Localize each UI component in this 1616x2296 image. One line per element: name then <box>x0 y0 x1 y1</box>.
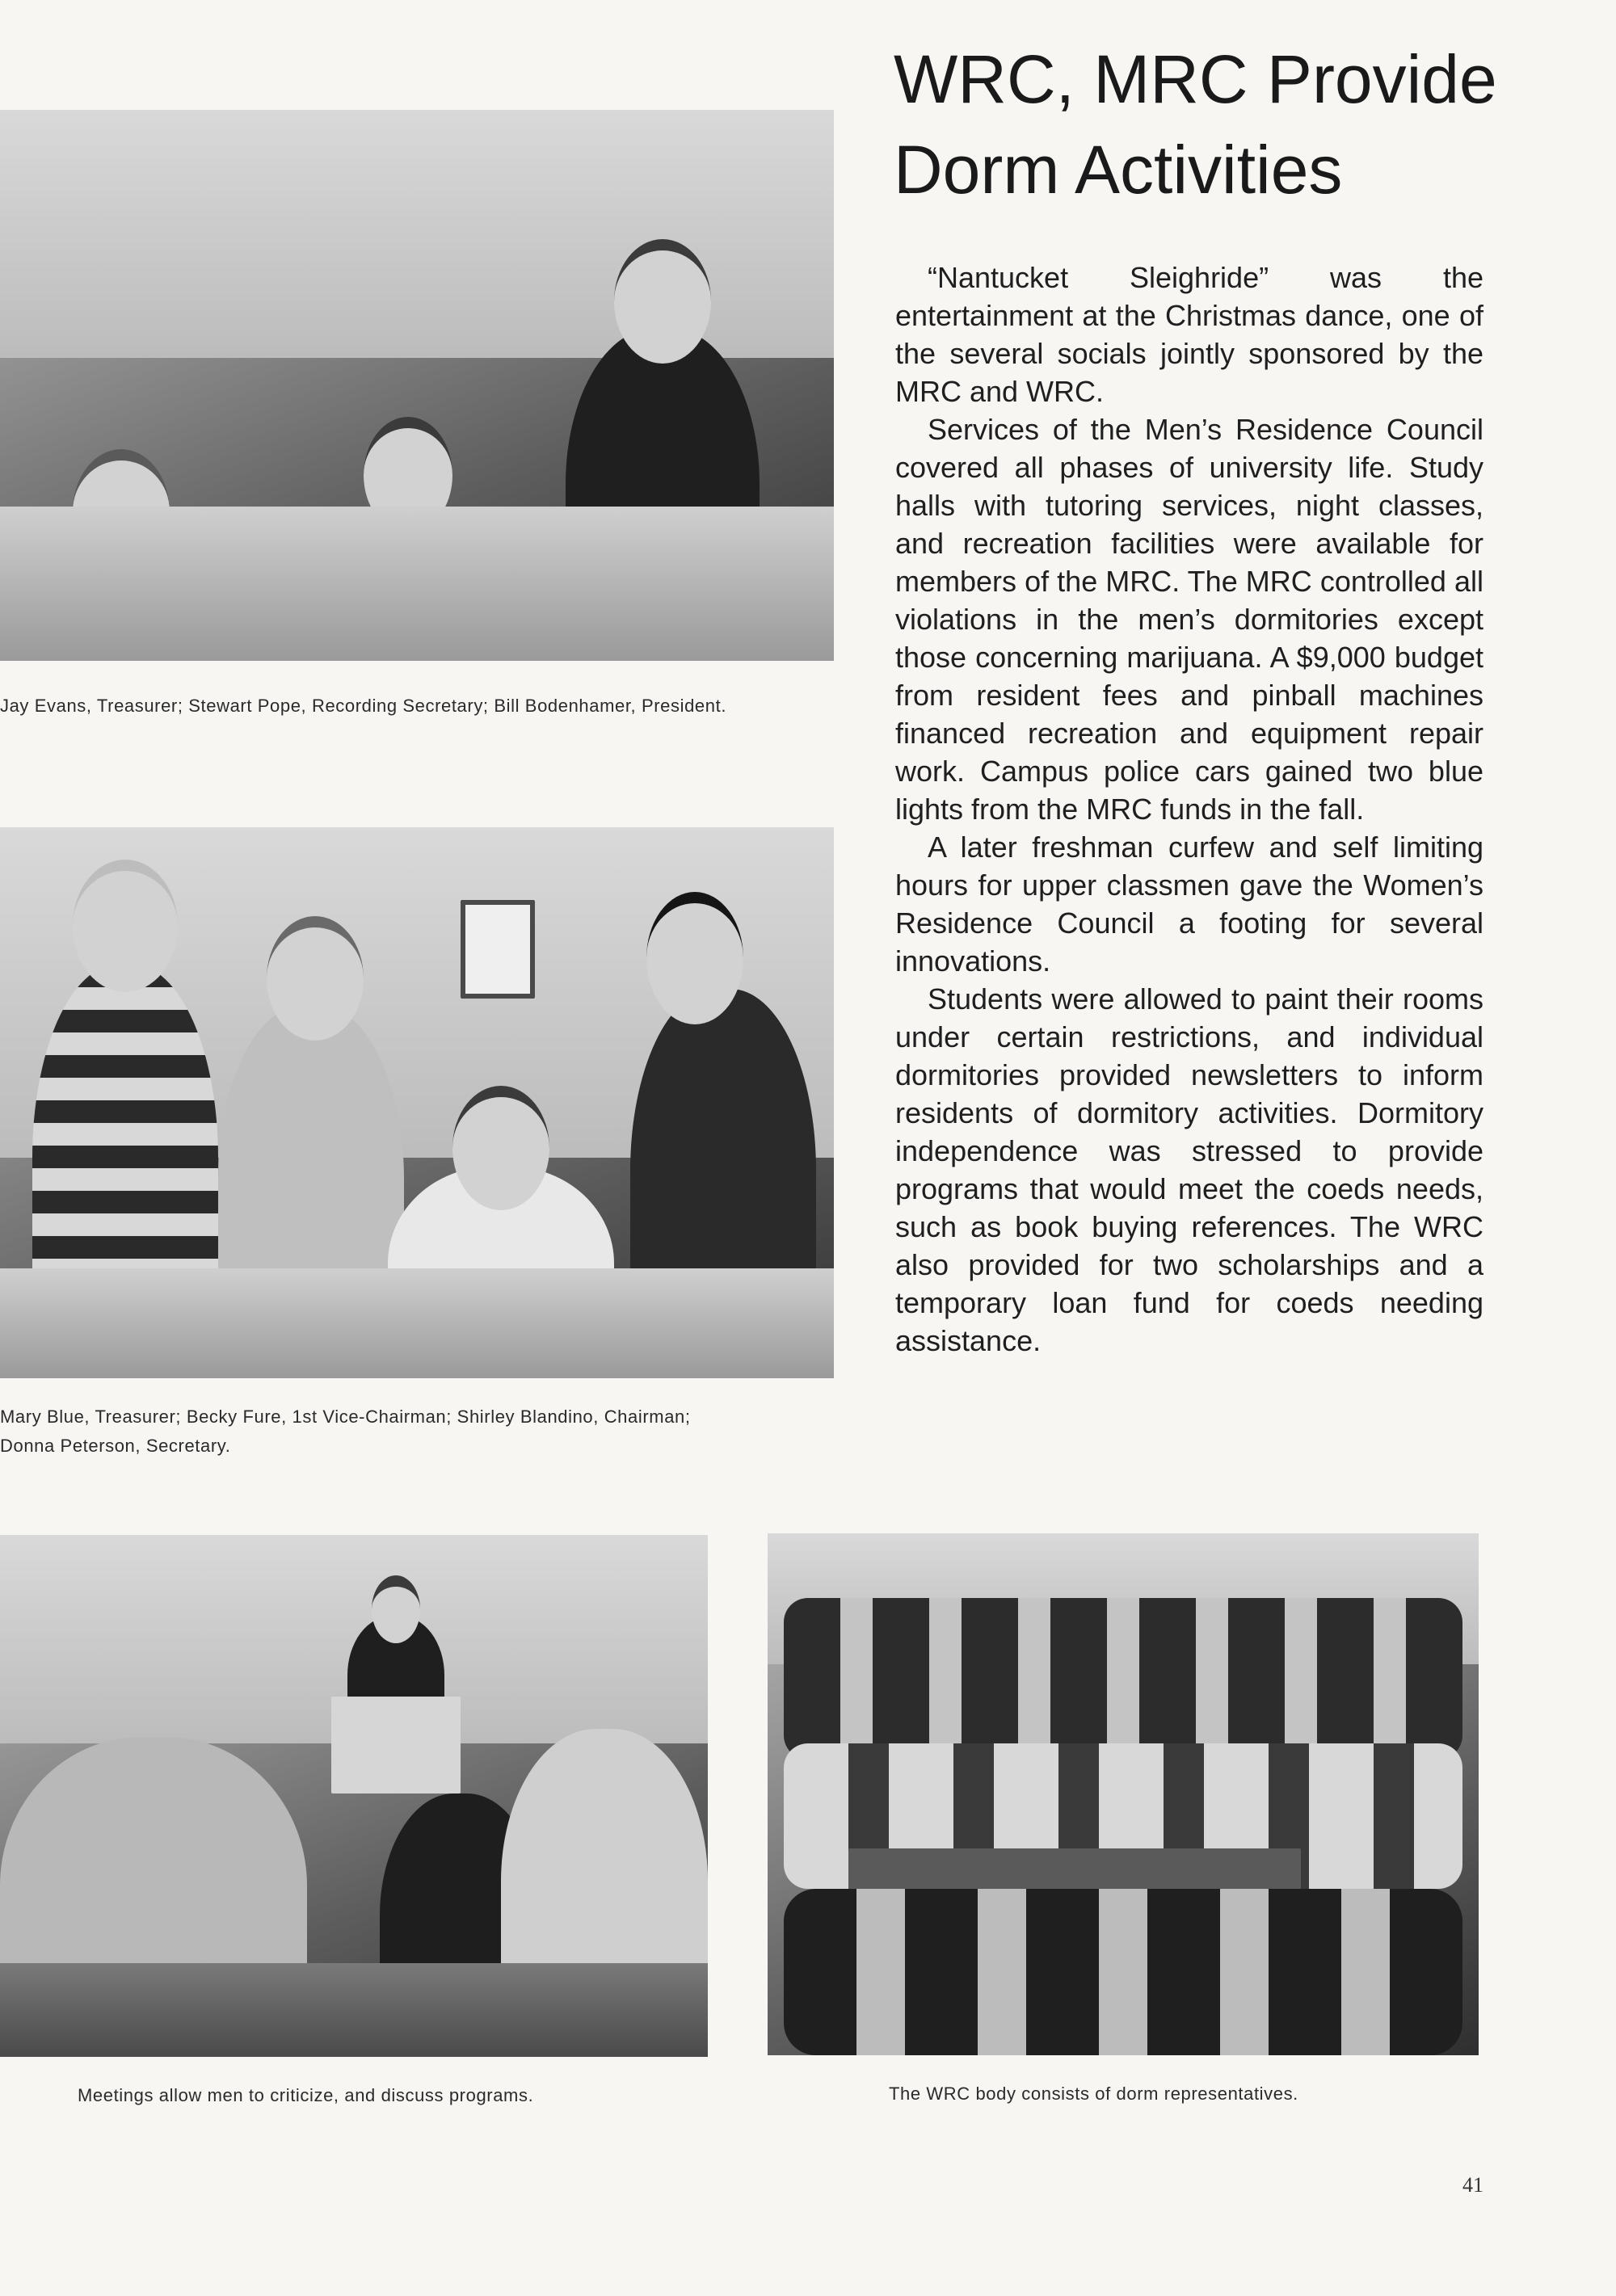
picture-frame <box>461 900 535 999</box>
chairs <box>0 1963 708 2057</box>
caption-wrc-body: The WRC body consists of dorm representatives. <box>889 2084 1298 2104</box>
desk <box>0 1268 834 1378</box>
photo-background <box>0 110 834 358</box>
caption-mrc-meeting: Meetings allow men to criticize, and discuss programs. <box>78 2085 534 2105</box>
article-paragraph-3: A later freshman curfew and self limiting hours for upper classmen gave the Women’s Residence Council a footing for several innovations. <box>895 831 1483 978</box>
page-number: 41 <box>1462 2173 1483 2197</box>
figure-head <box>267 916 364 1041</box>
caption-mrc-officers: Jay Evans, Treasurer; Stewart Pope, Recording Secretary; Bill Bodenhamer, President. <box>0 696 727 716</box>
group-front-row <box>784 1889 1462 2055</box>
photo-mrc-officers <box>0 110 834 661</box>
lectern <box>331 1697 461 1793</box>
article-title <box>894 34 1613 215</box>
title-line-2: Dorm Activities <box>894 132 1343 208</box>
photo-wrc-officers <box>0 827 834 1378</box>
figure-head <box>372 1575 420 1643</box>
caption-wrc-officers-line-2: Donna Peterson, Secretary. <box>0 1436 231 1456</box>
photo-mrc-meeting <box>0 1535 708 2057</box>
title-line-1: WRC, MRC Provide <box>894 41 1497 117</box>
figure-head <box>646 892 743 1024</box>
figure-head <box>452 1086 549 1210</box>
photo-wrc-body <box>768 1533 1479 2055</box>
article-paragraph-2: Services of the Men’s Residence Council covered all phases of university life. Study halls with tutoring services, night classes, and recreation facilities were available for members of the MRC. The MRC controlled all violations in the men’s dormitories except those concerning marijuana. A $9,000 budget from resident fees and pinball machines financed recreation and equipment repair work. Campus police cars gained two blue lights from the MRC funds in the fall. <box>895 413 1483 826</box>
desk <box>0 507 834 661</box>
article-paragraph-1: “Nantucket Sleighride” was the entertainment at the Christmas dance, one of the several socials jointly sponsored by the MRC and WRC. <box>895 261 1483 408</box>
figure-head <box>614 239 711 364</box>
figure-head <box>73 860 178 992</box>
article-body <box>895 259 1483 1360</box>
caption-wrc-officers-line-1: Mary Blue, Treasurer; Becky Fure, 1st Vice-Chairman; Shirley Blandino, Chairman; <box>0 1407 691 1427</box>
article-paragraph-4: Students were allowed to paint their rooms under certain restrictions, and individual dormitories provided newsletters to inform residents of dormitory activities. Dormitory independence was stressed to provide programs that would meet the coeds needs, such as book buying references. The WRC also provided for two scholarships and a temporary loan fund for coeds needing assistance. <box>895 982 1483 1357</box>
group-back-row <box>784 1598 1462 1760</box>
